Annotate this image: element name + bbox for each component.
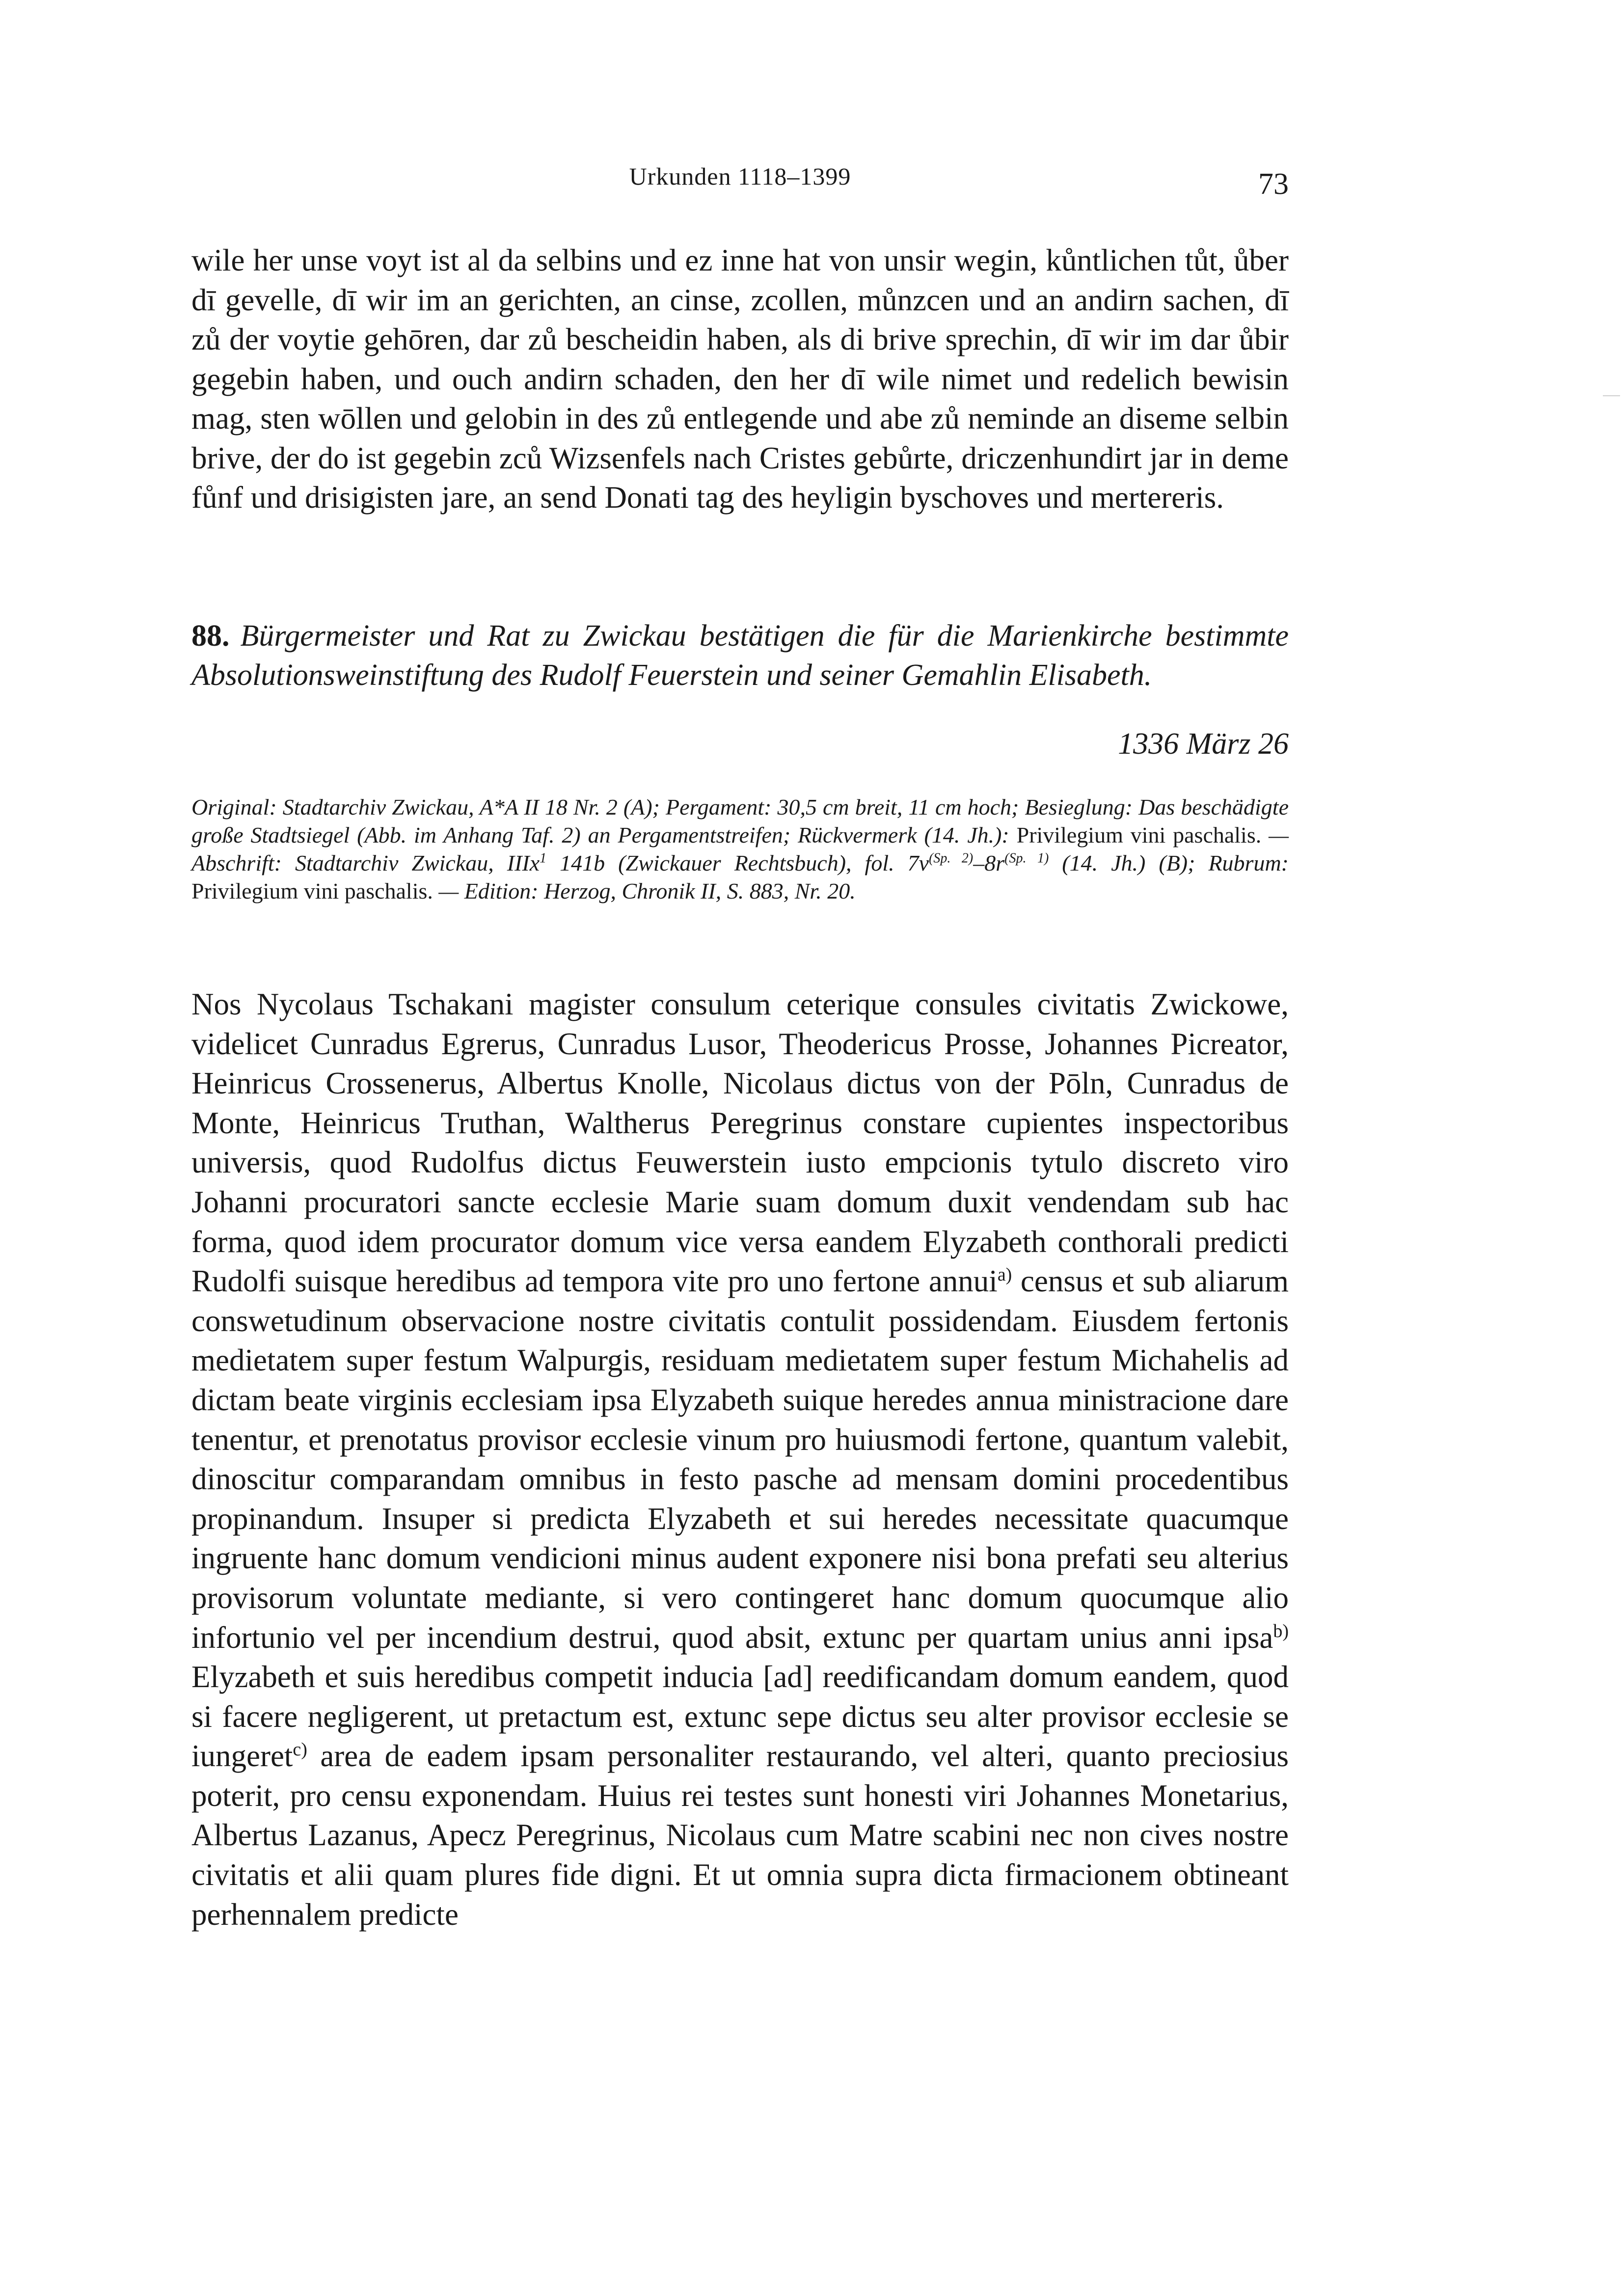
- source-note-text: [191, 793, 1289, 905]
- document-date: 1336 März 26: [1118, 727, 1289, 761]
- charter-text-part: census et sub aliarum conswetudinum observacione nostre civitatis contulit possidendam. Eiusdem fertonis medietatem super festum Walpurgis, residuam medietatem super festum Michahelis ad dictam beate virginis ecclesiam ipsa Elyzabeth suique heredes annua ministracione dare tenentur, et prenotatus provisor ecclesie vinum pro huiusmodi fertone, quantum valebit, dinoscitur comparandam omnibus in festo pasche ad mensam domini procedentibus propinandum. Insuper si predicta Elyzabeth et sui heredes necessitate quacumque ingruente hanc domum vendicioni minus audent exponere nisi bona prefati seu alterius provisorum voluntate mediante, si vero contingeret hanc domum quocumque alio infortunio vel per incendium destrui, quod absit, extunc per quartam unius anni ipsa: [191, 1264, 1289, 1655]
- document-number: 88.: [191, 619, 230, 653]
- note-copy-cont: 141b (Zwickauer Rechtsbuch), fol. 7v: [546, 850, 929, 875]
- footnote-marker: b): [1273, 1620, 1289, 1641]
- document-title: Bürgermeister und Rat zu Zwickau bestätigen die für die Marienkirche bestimmte Absolutionsweinstiftung des Rudolf Feuerstein und seiner Gemahlin Elisabeth.: [191, 619, 1289, 692]
- note-superscript: 1: [540, 850, 547, 866]
- note-copy: — Abschrift: Stadtarchiv Zwickau, IIIx: [191, 822, 1289, 875]
- source-note: [191, 793, 1289, 905]
- note-quote-rubrum: Privilegium vini paschalis.: [191, 878, 433, 903]
- note-edition: — Edition: Herzog, Chronik II, S. 883, Nr. 20.: [433, 878, 856, 903]
- margin-mark: [1603, 395, 1620, 396]
- note-folio: –8r: [973, 850, 1005, 875]
- page-number: 73: [1258, 167, 1289, 201]
- note-quote-verso: Privilegium vini paschalis.: [1016, 822, 1262, 847]
- charter-text: [191, 984, 1289, 1934]
- paragraph-text: wile her unse voyt ist al da selbins und ez inne hat von unsir wegin, kůntlichen tůt, ůber dī gevelle, dī wir im an gerichten, an cinse, zcollen, můnzcen und an andirn sachen, dī zů der voytie gehōren, dar zů bescheidin haben, als di brive sprechin, dī wir im dar ůbir gegebin haben, und ouch andirn schaden, den her dī wile nimet und redelich bewisin mag, sten wōllen und gelobin in des zů entlegende und abe zů neminde an diseme selbin brive, der do ist gegebin zců Wizsenfels nach Cristes gebůrte, driczenhundirt jar in deme fůnf und drisigisten jare, an send Donati tag des heyligin byschoves und mertereris.: [191, 243, 1289, 515]
- charter-text-paragraph: [191, 984, 1289, 1934]
- continued-text-paragraph: [191, 241, 1289, 518]
- note-column-ref: (Sp. 1): [1004, 850, 1049, 866]
- note-rubrum-label: (14. Jh.) (B); Rubrum:: [1049, 850, 1289, 875]
- charter-text-part: Nos Nycolaus Tschakani magister consulum ceterique consules civitatis Zwickowe, videlicet Cunradus Egrerus, Cunradus Lusor, Theodericus Prosse, Johannes Picreator, Heinricus Crossenerus, Albertus Knolle, Nicolaus dictus von der Pōln, Cunradus de Monte, Heinricus Truthan, Waltherus Peregrinus constare cupientes inspectoribus universis, quod Rudolfus dictus Feuwerstein iusto empcionis tytulo discreto viro Johanni procuratori sancte ecclesie Marie suam domum duxit vendendam sub hac forma, quod idem procurator domum vice versa eandem Elyzabeth conthorali predicti Rudolfi suisque heredibus ad tempora vite pro uno fertone annui: [191, 987, 1289, 1299]
- document-heading: [191, 616, 1289, 695]
- running-title: Urkunden 1118–1399: [629, 163, 851, 190]
- note-original: Original: Stadtarchiv Zwickau, A*A II 18 Nr. 2 (A); Pergament: 30,5 cm breit, 11 cm hoch; Besieglung: Das beschädigte große Stadtsiegel (Abb. im Anhang Taf. 2) an Pergamentstreifen; Rückvermerk (14. Jh.):: [191, 794, 1289, 847]
- charter-text-part: area de eadem ipsam personaliter restaurando, vel alteri, quanto preciosius poterit, pro censu exponendam. Huius rei testes sunt honesti viri Johannes Monetarius, Albertus Lazanus, Apecz Peregrinus, Nicolaus cum Matre scabini nec non cives nostre civitatis et alii quam plures fide digni. Et ut omnia supra dicta firmacionem obtineant perhennalem predicte: [191, 1739, 1289, 1932]
- footnote-marker: c): [293, 1739, 307, 1760]
- page-header: [191, 162, 1289, 201]
- note-column-ref: (Sp. 2): [929, 850, 974, 866]
- charter-text-part: Elyzabeth et suis heredibus competit inducia [ad] reedificandam domum eandem, quod si facere negligerent, ut pretactum est, extunc sepe dictus seu alter provisor ecclesie se iungeret: [191, 1660, 1289, 1774]
- footnote-marker: a): [997, 1264, 1012, 1285]
